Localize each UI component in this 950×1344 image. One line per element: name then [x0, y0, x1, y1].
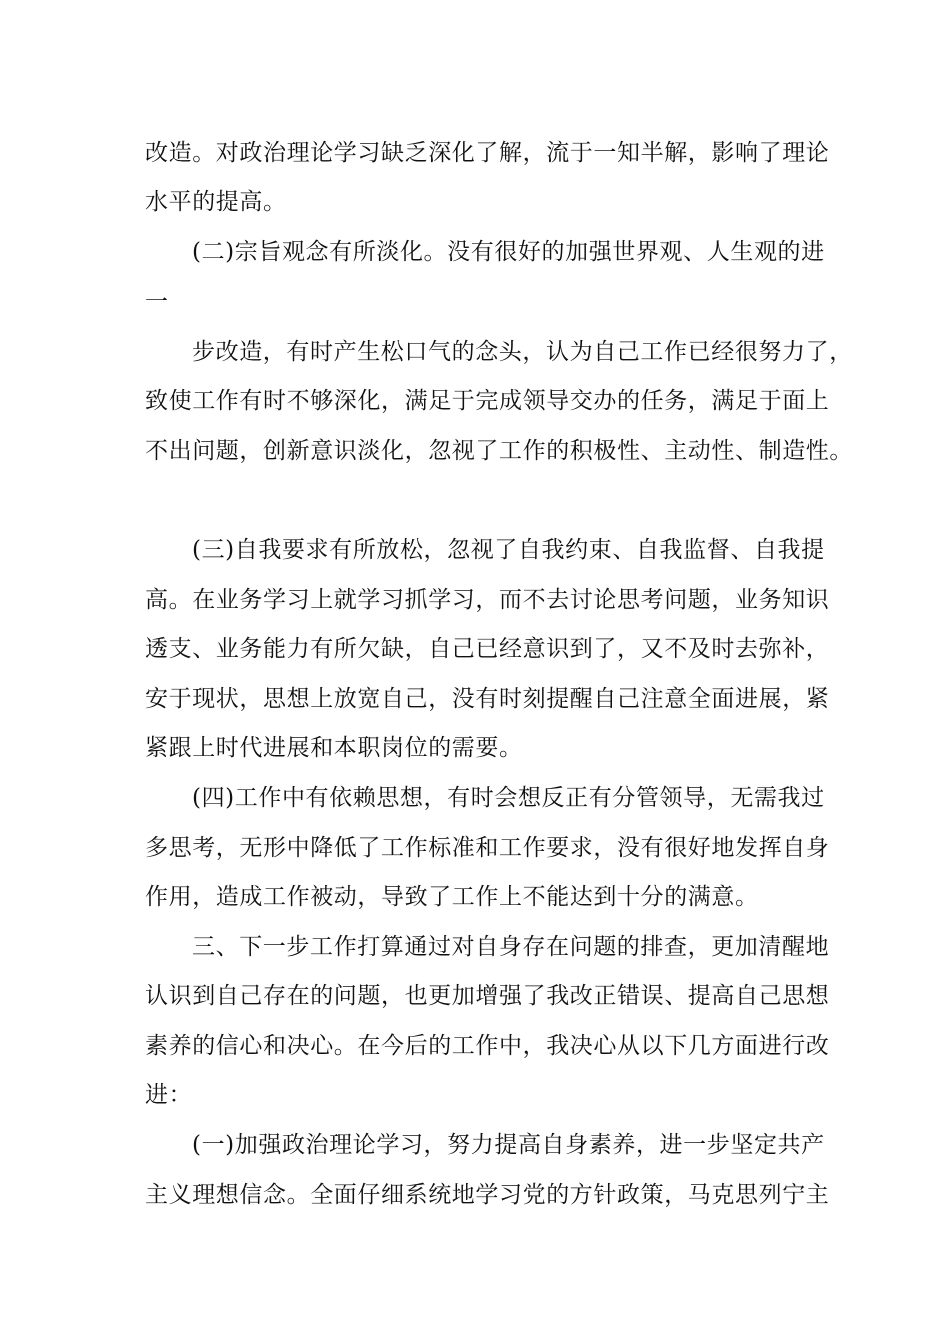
text-line: 一	[145, 289, 169, 315]
text-line: 致使工作有时不够深化，满足于完成领导交办的任务，满足于面上	[145, 388, 830, 414]
text-line: 素养的信心和决心。在今后的工作中，我决心从以下几方面进行改	[145, 1033, 830, 1059]
text-line: 不出问题，创新意识淡化，忽视了工作的积极性、主动性、制造性。	[145, 438, 853, 464]
text-line: 进：	[145, 1082, 193, 1108]
text-line: (四)工作中有依赖思想，有时会想反正有分管领导，无需我过	[192, 785, 825, 811]
text-line: 改造。对政治理论学习缺乏深化了解，流于一知半解，影响了理论	[145, 140, 830, 166]
text-line: 高。在业务学习上就学习抓学习，而不去讨论思考问题，业务知识	[145, 587, 830, 613]
text-line: (一)加强政治理论学习，努力提高自身素养，进一步坚定共产	[192, 1132, 825, 1158]
text-line: 主义理想信念。全面仔细系统地学习党的方针政策，马克思列宁主	[145, 1182, 830, 1208]
text-line: 紧跟上时代进展和本职岗位的需要。	[145, 735, 523, 761]
text-line: 认识到自己存在的问题，也更加增强了我改正错误、提高自己思想	[145, 983, 830, 1009]
text-line: 水平的提高。	[145, 189, 287, 215]
text-line: 作用，造成工作被动，导致了工作上不能达到十分的满意。	[145, 884, 759, 910]
text-line: (二)宗旨观念有所淡化。没有很好的加强世界观、人生观的进	[192, 239, 825, 265]
text-line: 三、下一步工作打算通过对自身存在问题的排查，更加清醒地	[192, 934, 830, 960]
text-line: 步改造，有时产生松口气的念头，认为自己工作已经很努力了，	[192, 339, 853, 365]
text-line: 透支、业务能力有所欠缺，自己已经意识到了，又不及时去弥补，	[145, 636, 830, 662]
text-line: 安于现状，思想上放宽自己，没有时刻提醒自己注意全面进展，紧	[145, 686, 830, 712]
text-line: (三)自我要求有所放松，忽视了自我约束、自我监督、自我提	[192, 537, 825, 563]
text-line: 多思考，无形中降低了工作标准和工作要求，没有很好地发挥自身	[145, 835, 830, 861]
